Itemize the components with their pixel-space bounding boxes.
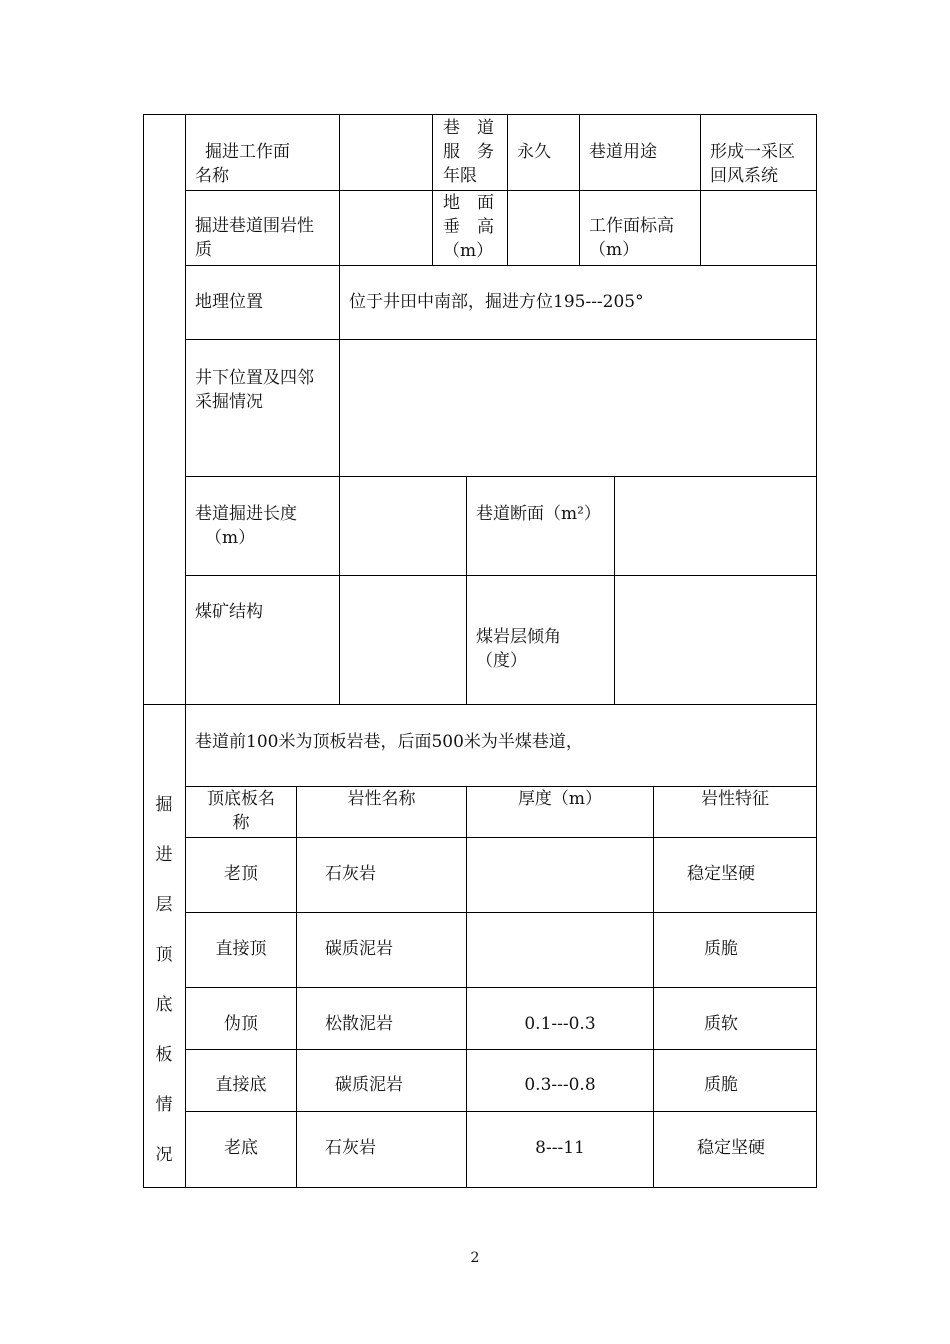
purpose-value-line2: 回风系统: [710, 166, 778, 186]
row4-name: 直接底: [215, 1075, 267, 1095]
underground-label-line1: 井下位置及四邻: [195, 368, 314, 388]
row2-rock: 碳质泥岩: [325, 939, 393, 959]
purpose-label: 巷道用途: [589, 142, 657, 162]
row2-name: 直接顶: [215, 939, 267, 959]
length-label-line2: （m）: [205, 528, 256, 548]
row1-rock: 石灰岩: [325, 864, 376, 884]
rock-nature-label-line1: 掘进巷道围岩性: [195, 216, 314, 236]
row4-rock: 碳质泥岩: [335, 1075, 403, 1095]
row3-thickness: 0.1---0.3: [524, 1014, 596, 1034]
row5-rock: 石灰岩: [325, 1138, 376, 1158]
face-name-label-line2: 名称: [195, 166, 229, 186]
header-roof-floor-name: 顶底板名称: [207, 789, 275, 833]
row3-rock: 松散泥岩: [325, 1014, 393, 1034]
face-elevation-label-line1: 工作面标高: [589, 216, 674, 236]
underground-label-line2: 采掘情况: [195, 392, 263, 412]
surface-height-label-line2: 垂 高: [443, 217, 494, 237]
page-number: 2: [470, 1250, 480, 1266]
row1-name: 老顶: [224, 864, 258, 884]
dip-label-line1: 煤岩层倾角: [476, 627, 561, 647]
row1-feature: 稳定坚硬: [687, 864, 755, 884]
section-label: 巷道断面（m²）: [476, 504, 601, 524]
length-label-line1: 巷道掘进长度: [195, 504, 297, 524]
row5-feature: 稳定坚硬: [697, 1138, 765, 1158]
row4-thickness: 0.3---0.8: [524, 1075, 596, 1095]
surface-height-label-line3: （m）: [443, 241, 494, 261]
row4-feature: 质脆: [704, 1075, 738, 1095]
face-elevation-label-line2: （m）: [589, 240, 640, 260]
rock-nature-label-line2: 质: [195, 240, 212, 260]
row3-name: 伪顶: [224, 1014, 258, 1034]
service-life-label-line1: 巷 道: [443, 118, 494, 138]
dip-label-line2: （度）: [476, 651, 527, 671]
service-life-value: 永久: [517, 142, 551, 162]
service-life-label-line3: 年限: [443, 166, 477, 186]
header-thickness: 厚度（m）: [517, 789, 603, 809]
purpose-value-line1: 形成一采区: [710, 142, 795, 162]
surface-height-label-line1: 地 面: [443, 193, 494, 213]
roof-floor-side-label: 掘 进 层 顶 底 板 情 况: [155, 795, 173, 1165]
row5-name: 老底: [224, 1138, 258, 1158]
header-rock-feature: 岩性特征: [701, 789, 769, 809]
face-name-label-line1: 掘进工作面: [205, 142, 290, 162]
tunnel-note: 巷道前100米为顶板岩巷，后面500米为半煤巷道，: [195, 732, 583, 752]
header-rock-name: 岩性名称: [347, 789, 416, 809]
service-life-label-line2: 服 务: [443, 142, 494, 162]
row5-thickness: 8---11: [535, 1138, 585, 1158]
row2-feature: 质脆: [704, 939, 738, 959]
location-label: 地理位置: [195, 292, 263, 312]
coal-structure-label: 煤矿结构: [195, 602, 263, 622]
row3-feature: 质软: [704, 1014, 738, 1034]
location-value: 位于井田中南部，掘进方位195---205°: [349, 292, 644, 312]
